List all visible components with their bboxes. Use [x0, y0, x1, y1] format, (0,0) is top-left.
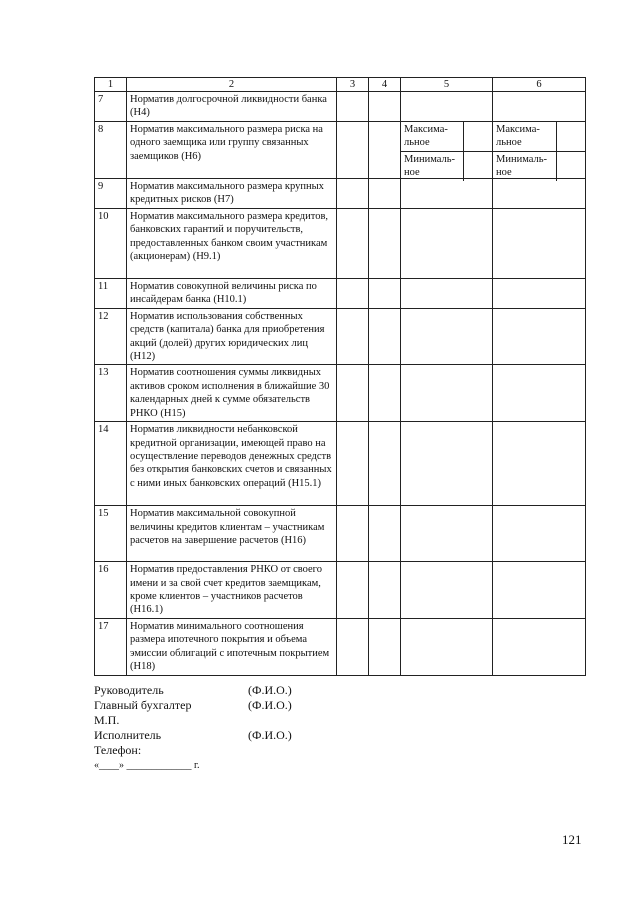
max-min-cell	[401, 121, 493, 178]
table-row	[95, 365, 586, 422]
empty-cell	[369, 422, 401, 506]
row-text: Норматив минимального соотношения размера ипотечного покрытия и объема эмиссии облигаций с ипотечным покрытием (Н18)	[127, 618, 337, 675]
row-text: Норматив максимального размера риска на одного заемщика или группу связанных заемщиков (Н6)	[127, 121, 337, 178]
empty-cell	[369, 308, 401, 365]
table-row	[95, 92, 586, 122]
empty-cell	[401, 92, 493, 122]
empty-subcell	[557, 152, 585, 181]
row-number: 14	[95, 422, 127, 506]
empty-subcell	[557, 122, 585, 151]
empty-cell	[401, 178, 493, 208]
header-cell: 1	[95, 78, 127, 92]
max-label: Максима-льное	[493, 122, 557, 151]
table-row	[95, 618, 586, 675]
row-text: Норматив совокупной величины риска по инсайдерам банка (Н10.1)	[127, 278, 337, 308]
empty-cell	[401, 208, 493, 278]
empty-cell	[401, 422, 493, 506]
row-number: 15	[95, 506, 127, 562]
header-cell: 5	[401, 78, 493, 92]
max-min-cell	[493, 121, 586, 178]
empty-cell	[493, 618, 586, 675]
empty-cell	[369, 506, 401, 562]
empty-cell	[337, 506, 369, 562]
table-row	[95, 506, 586, 562]
row-number: 10	[95, 208, 127, 278]
normatives-table	[94, 77, 586, 676]
empty-cell	[369, 178, 401, 208]
empty-cell	[493, 178, 586, 208]
empty-cell	[493, 365, 586, 422]
empty-cell	[401, 278, 493, 308]
empty-cell	[337, 422, 369, 506]
row-number: 8	[95, 121, 127, 178]
empty-cell	[369, 208, 401, 278]
empty-cell	[493, 422, 586, 506]
empty-subcell	[464, 152, 492, 181]
empty-cell	[337, 208, 369, 278]
table-row	[95, 278, 586, 308]
row-text: Норматив ликвидности небанковской кредитной организации, имеющей право на осуществление переводов денежных средств без открытия банковских счетов и связанных с ними иных банковских операций (Н15.1)	[127, 422, 337, 506]
empty-cell	[369, 365, 401, 422]
empty-cell	[369, 618, 401, 675]
table-row	[95, 422, 586, 506]
head-fio: (Ф.И.О.)	[248, 683, 292, 697]
empty-cell	[337, 92, 369, 122]
empty-cell	[493, 308, 586, 365]
header-cell: 3	[337, 78, 369, 92]
empty-cell	[369, 278, 401, 308]
table-row	[95, 121, 586, 178]
empty-cell	[337, 618, 369, 675]
row-number: 11	[95, 278, 127, 308]
row-text: Норматив соотношения суммы ликвидных активов сроком исполнения в ближайшие 30 календарных дней к сумме обязательств РНКО (Н15)	[127, 365, 337, 422]
row-text: Норматив максимальной совокупной величины кредитов клиентам – участникам расчетов на завершение расчетов (Н16)	[127, 506, 337, 562]
table-header-row	[95, 78, 586, 92]
empty-cell	[493, 278, 586, 308]
executor-fio: (Ф.И.О.)	[248, 728, 292, 742]
min-label: Минималь-ное	[493, 152, 557, 181]
date-line: «____» _____________ г.	[94, 760, 200, 771]
row-text: Норматив использования собственных средств (капитала) банка для приобретения акций (долей) других юридических лиц (Н12)	[127, 308, 337, 365]
min-label: Минималь-ное	[401, 152, 464, 181]
empty-cell	[337, 562, 369, 619]
header-cell: 4	[369, 78, 401, 92]
row-number: 12	[95, 308, 127, 365]
row-number: 16	[95, 562, 127, 619]
empty-cell	[493, 208, 586, 278]
row-text: Норматив максимального размера кредитов, банковских гарантий и поручительств, предоставленных банком своим участникам (акционерам) (Н9.1)	[127, 208, 337, 278]
empty-cell	[493, 562, 586, 619]
empty-cell	[401, 308, 493, 365]
executor-label: Исполнитель	[94, 728, 162, 742]
empty-cell	[337, 178, 369, 208]
row-text: Норматив максимального размера крупных кредитных рисков (Н7)	[127, 178, 337, 208]
max-label: Максима-льное	[401, 122, 464, 151]
head-label: Руководитель	[94, 683, 164, 697]
row-number: 17	[95, 618, 127, 675]
stamp-label: М.П.	[94, 713, 120, 727]
table-row	[95, 308, 586, 365]
header-cell: 2	[127, 78, 337, 92]
empty-cell	[337, 365, 369, 422]
empty-cell	[401, 365, 493, 422]
empty-cell	[493, 506, 586, 562]
table-row	[95, 562, 586, 619]
empty-cell	[401, 618, 493, 675]
row-number: 7	[95, 92, 127, 122]
row-text: Норматив предоставления РНКО от своего имени и за свой счет кредитов заемщикам, кроме клиентов – участников расчетов (Н16.1)	[127, 562, 337, 619]
empty-cell	[493, 92, 586, 122]
empty-cell	[369, 92, 401, 122]
empty-cell	[337, 121, 369, 178]
empty-subcell	[464, 122, 492, 151]
accountant-label: Главный бухгалтер	[94, 698, 192, 712]
empty-cell	[401, 506, 493, 562]
row-number: 9	[95, 178, 127, 208]
row-text: Норматив долгосрочной ликвидности банка (Н4)	[127, 92, 337, 122]
page-number: 121	[562, 832, 582, 847]
empty-cell	[369, 121, 401, 178]
table-row	[95, 208, 586, 278]
empty-cell	[401, 562, 493, 619]
phone-label: Телефон:	[94, 743, 142, 757]
row-number: 13	[95, 365, 127, 422]
header-cell: 6	[493, 78, 586, 92]
accountant-fio: (Ф.И.О.)	[248, 698, 292, 712]
empty-cell	[369, 562, 401, 619]
table-row	[95, 178, 586, 208]
empty-cell	[337, 308, 369, 365]
empty-cell	[337, 278, 369, 308]
